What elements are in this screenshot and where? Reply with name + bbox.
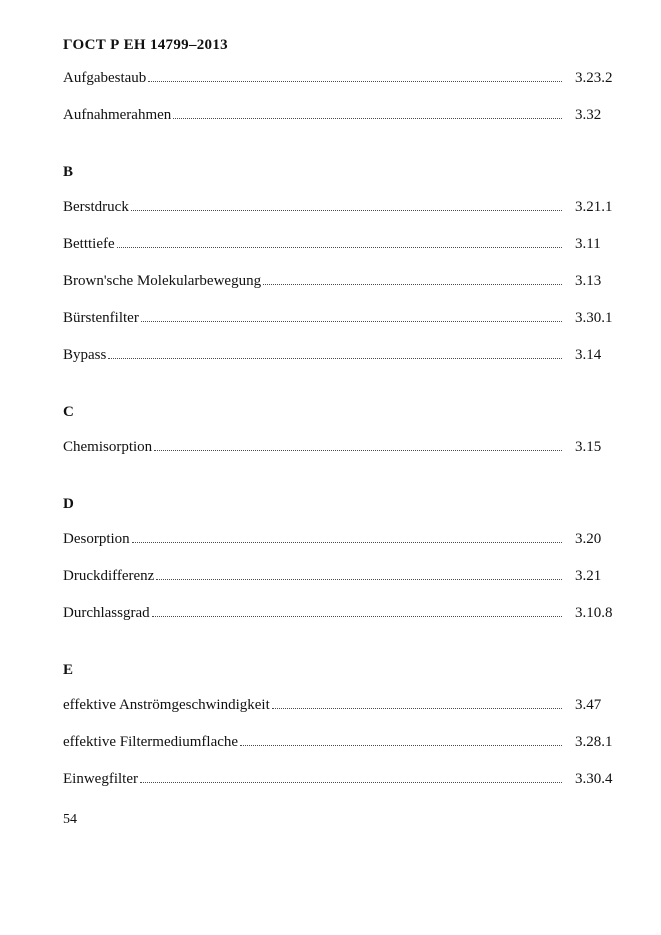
section-letter-b: B xyxy=(63,164,74,180)
entry-term: effektive Anströmgeschwindigkeit xyxy=(63,697,270,713)
entry-ref: 3.11 xyxy=(575,236,601,252)
entry-ref: 3.23.2 xyxy=(575,70,613,86)
index-entry xyxy=(63,694,617,717)
index-entry xyxy=(63,233,617,256)
document-header: ГОСТ Р ЕН 14799–2013 xyxy=(63,37,228,53)
section-letter-e: E xyxy=(63,662,74,678)
dot-leader xyxy=(173,118,562,119)
entry-ref: 3.28.1 xyxy=(575,734,613,750)
entry-term: Berstdruck xyxy=(63,199,129,215)
entry-ref: 3.30.1 xyxy=(575,310,613,326)
index-entry xyxy=(63,344,617,367)
entry-ref: 3.32 xyxy=(575,107,602,123)
dot-leader xyxy=(140,782,562,783)
dot-leader xyxy=(148,81,562,82)
entry-ref: 3.30.4 xyxy=(575,771,613,787)
dot-leader xyxy=(240,745,562,746)
entry-term: Betttiefe xyxy=(63,236,115,252)
entry-term: effektive Filtermediumflache xyxy=(63,734,239,750)
index-entry xyxy=(63,104,617,127)
entry-term: Bypass xyxy=(63,347,107,363)
entry-ref: 3.47 xyxy=(575,697,602,713)
index-entry xyxy=(63,731,617,754)
index-entry xyxy=(63,768,617,791)
dot-leader xyxy=(141,321,562,322)
entry-term: Einwegfilter xyxy=(63,771,138,787)
entry-term: Aufnahmerahmen xyxy=(63,107,172,123)
entry-ref: 3.15 xyxy=(575,439,602,455)
entry-term: Durchlassgrad xyxy=(63,605,150,621)
entry-ref: 3.13 xyxy=(575,273,602,289)
dot-leader xyxy=(156,579,562,580)
index-entry xyxy=(63,436,617,459)
entry-ref: 3.21.1 xyxy=(575,199,613,215)
dot-leader xyxy=(152,616,562,617)
dot-leader xyxy=(108,358,562,359)
entry-ref: 3.10.8 xyxy=(575,605,613,621)
entry-term: Bürstenfilter xyxy=(63,310,139,326)
section-letter-c: C xyxy=(63,404,74,420)
index-entry xyxy=(63,270,617,293)
index-entry xyxy=(63,565,617,588)
dot-leader xyxy=(132,542,562,543)
entry-ref: 3.20 xyxy=(575,531,602,547)
dot-leader xyxy=(272,708,562,709)
index-entry xyxy=(63,528,617,551)
index-entry xyxy=(63,196,617,219)
section-letter-d: D xyxy=(63,496,74,512)
index-entry xyxy=(63,67,617,90)
entry-term: Desorption xyxy=(63,531,130,547)
entry-term: Chemisorption xyxy=(63,439,153,455)
dot-leader xyxy=(131,210,562,211)
page-number: 54 xyxy=(63,812,77,827)
index-entry xyxy=(63,307,617,330)
entry-term: Brown'sche Molekularbewegung xyxy=(63,273,262,289)
entry-ref: 3.14 xyxy=(575,347,602,363)
dot-leader xyxy=(117,247,562,248)
entry-ref: 3.21 xyxy=(575,568,602,584)
entry-term: Druckdifferenz xyxy=(63,568,155,584)
index-entry xyxy=(63,602,617,625)
dot-leader xyxy=(263,284,562,285)
dot-leader xyxy=(154,450,562,451)
entry-term: Aufgabestaub xyxy=(63,70,147,86)
